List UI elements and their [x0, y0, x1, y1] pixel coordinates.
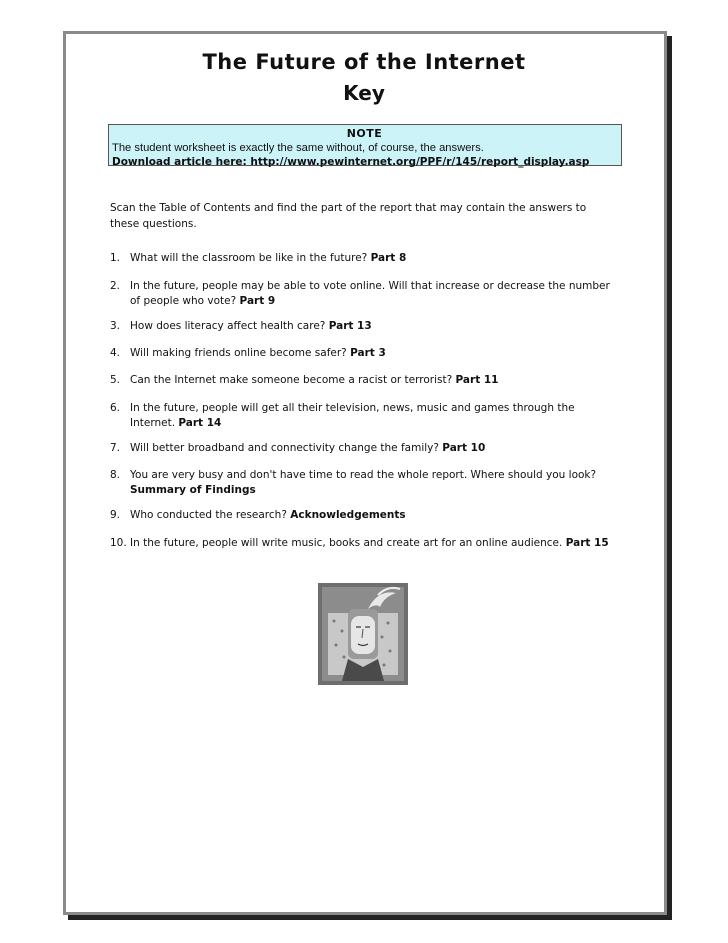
- question-item: [110, 319, 610, 334]
- question-text: What will the classroom be like in the future?: [130, 252, 368, 264]
- instructions-text: Scan the Table of Contents and find the part of the report that may contain the answers to these questions.: [110, 202, 587, 230]
- question-number: 2.: [110, 280, 121, 292]
- question-number: 7.: [110, 442, 121, 454]
- question-text: You are very busy and don't have time to read the whole report. Where should you look?: [130, 469, 597, 481]
- question-text: Who conducted the research?: [130, 509, 287, 521]
- question-item: [110, 441, 610, 456]
- question-text: Will better broadband and connectivity change the family?: [130, 442, 439, 454]
- question-item: [110, 251, 610, 266]
- question-number: 8.: [110, 469, 121, 481]
- note-box: [108, 124, 622, 166]
- question-answer: Part 14: [178, 417, 222, 429]
- question-number: 10.: [110, 537, 127, 549]
- question-answer: Part 15: [565, 537, 609, 549]
- question-text: Can the Internet make someone become a racist or terrorist?: [130, 374, 453, 386]
- question-item: [110, 536, 610, 551]
- question-answer: Acknowledgements: [290, 509, 406, 521]
- question-text: In the future, people will write music, books and create art for an online audience.: [130, 537, 563, 549]
- face-illustration: [318, 583, 408, 685]
- page-subtitle: Key: [343, 81, 385, 105]
- question-answer: Part 13: [328, 320, 372, 332]
- note-heading: NOTE: [346, 127, 383, 140]
- question-text: In the future, people may be able to vote online. Will that increase or decrease the number of people who vote?: [130, 280, 610, 307]
- question-number: 6.: [110, 402, 121, 414]
- question-item: [110, 401, 610, 431]
- question-answer: Summary of Findings: [130, 484, 256, 496]
- question-number: 5.: [110, 374, 121, 386]
- question-answer: Part 8: [370, 252, 407, 264]
- page-title: The Future of the Internet: [202, 50, 526, 74]
- question-item: [110, 508, 610, 523]
- question-item: [110, 279, 610, 309]
- question-text: Will making friends online become safer?: [130, 347, 347, 359]
- question-answer: Part 11: [455, 374, 499, 386]
- question-answer: Part 3: [350, 347, 386, 359]
- question-item: [110, 346, 610, 361]
- question-item: [110, 373, 610, 388]
- question-item: [110, 468, 610, 498]
- question-text: How does literacy affect health care?: [130, 320, 326, 332]
- question-number: 1.: [110, 252, 121, 264]
- question-number: 3.: [110, 320, 121, 332]
- question-answer: Part 10: [442, 442, 486, 454]
- question-number: 9.: [110, 509, 121, 521]
- note-text: The student worksheet is exactly the same without, of course, the answers.: [112, 142, 484, 154]
- question-text: In the future, people will get all their television, news, music and games through the Internet.: [130, 402, 575, 429]
- question-answer: Part 9: [239, 295, 276, 307]
- question-number: 4.: [110, 347, 121, 359]
- download-link[interactable]: Download article here: http://www.pewinternet.org/PPF/r/145/report_display.asp: [112, 156, 590, 168]
